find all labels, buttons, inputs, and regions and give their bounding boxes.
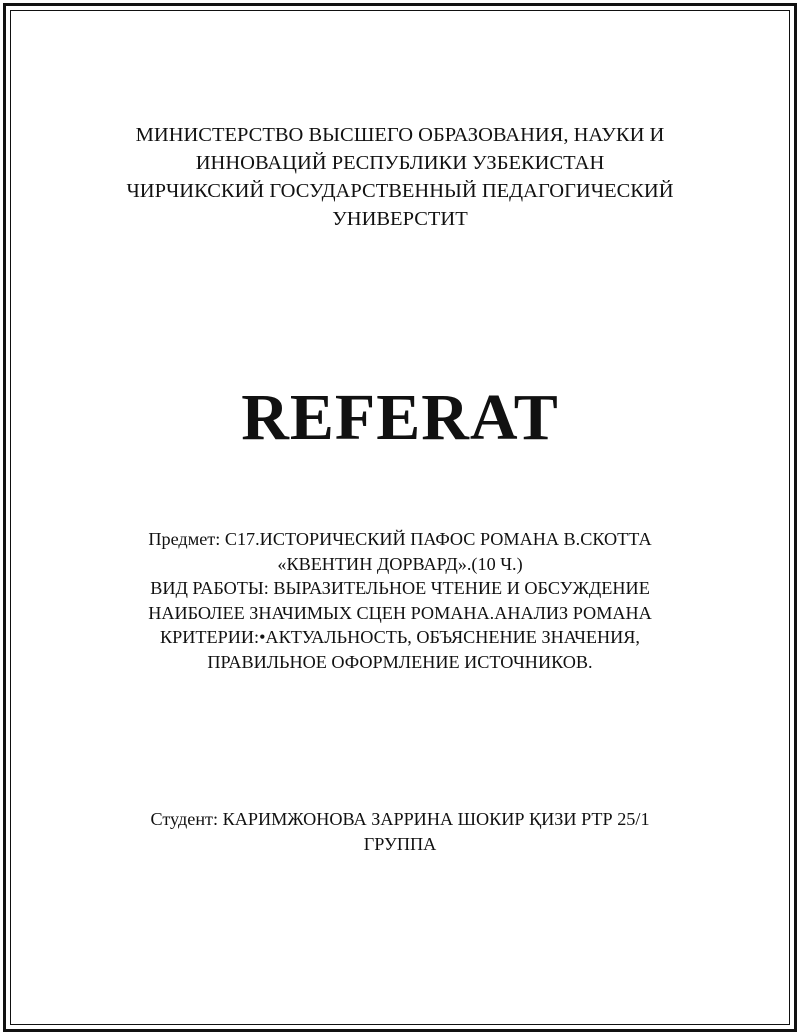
student-line: ГРУППА bbox=[363, 834, 437, 854]
subject-details bbox=[0, 527, 800, 675]
header-line: ЧИРЧИКСКИЙ ГОСУДАРСТВЕННЫЙ ПЕДАГОГИЧЕСКИЙ bbox=[126, 180, 674, 202]
student-line: Студент: КАРИМЖОНОВА ЗАРРИНА ШОКИР ҚИЗИ РТР 25/1 bbox=[150, 809, 650, 829]
details-line: Предмет: С17.ИСТОРИЧЕСКИЙ ПАФОС РОМАНА В.СКОТТА bbox=[148, 529, 652, 549]
details-line: ПРАВИЛЬНОЕ ОФОРМЛЕНИЕ ИСТОЧНИКОВ. bbox=[207, 651, 593, 672]
student-info bbox=[0, 807, 800, 857]
details-line: НАИБОЛЕЕ ЗНАЧИМЫХ СЦЕН РОМАНА.АНАЛИЗ РОМАНА bbox=[148, 602, 652, 623]
details-line: ВИД РАБОТЫ: ВЫРАЗИТЕЛЬНОЕ ЧТЕНИЕ И ОБСУЖДЕНИЕ bbox=[150, 578, 650, 599]
institution-header bbox=[0, 121, 800, 233]
header-line: УНИВЕРСТИТ bbox=[332, 208, 468, 230]
header-line: МИНИСТЕРСТВО ВЫСШЕГО ОБРАЗОВАНИЯ, НАУКИ И bbox=[135, 124, 665, 146]
header-line: ИННОВАЦИЙ РЕСПУБЛИКИ УЗБЕКИСТАН bbox=[195, 152, 605, 174]
details-line: «КВЕНТИН ДОРВАРД».(10 Ч.) bbox=[277, 553, 523, 574]
details-line: КРИТЕРИИ:•АКТУАЛЬНОСТЬ, ОБЪЯСНЕНИЕ ЗНАЧЕНИЯ, bbox=[160, 627, 640, 648]
document-title: REFERAT bbox=[241, 381, 559, 454]
